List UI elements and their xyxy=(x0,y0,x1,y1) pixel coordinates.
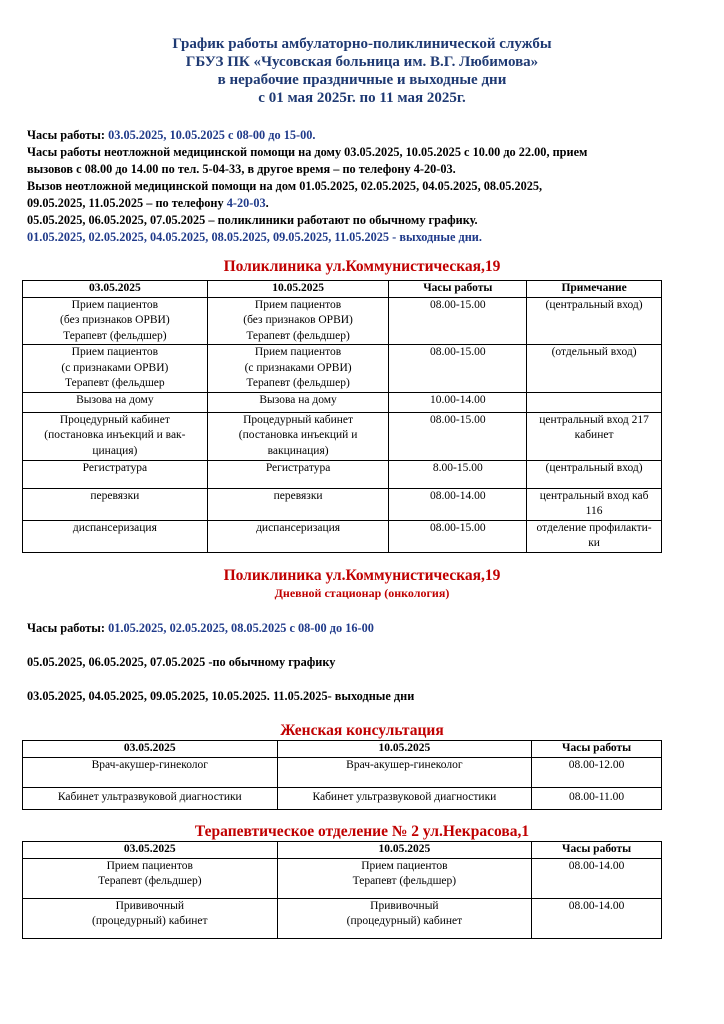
table-row xyxy=(23,787,662,809)
cell-line: диспансеризация xyxy=(256,521,341,534)
cell-line: кабинет xyxy=(574,429,614,441)
cell-line: (постановка инъекций и xyxy=(238,429,358,441)
cell-note xyxy=(527,520,662,552)
cell-line: вакцинация) xyxy=(267,444,329,457)
table-row xyxy=(23,488,662,520)
info-line-3: вызовов с 08.00 до 14.00 по тел. 5-04-33, в другое время – по телефону 4-20-03. xyxy=(27,162,456,176)
cell-10-05 xyxy=(277,898,532,938)
header-line-3: в нерабочие праздничные и выходные дни xyxy=(217,72,507,88)
cell-line: Терапевт (фельдшер) xyxy=(352,875,457,887)
cell-03-05: Кабинет ультразвуковой диагностики xyxy=(23,787,278,809)
cell-10-05: Врач-акушер-гинеколог xyxy=(277,757,532,787)
cell-line: Прививочный xyxy=(115,899,184,912)
cell-hours: 10.00-14.00 xyxy=(389,392,527,412)
cell-line: Терапевт (фельдшер) xyxy=(98,875,202,887)
cell-note xyxy=(527,488,662,520)
cell-03-05 xyxy=(23,520,208,552)
cell-03-05 xyxy=(23,297,208,345)
cell-10-05 xyxy=(207,412,389,460)
table-row xyxy=(23,520,662,552)
table-row xyxy=(23,460,662,488)
cell-note xyxy=(527,412,662,460)
cell-line: Терапевт (фельдшер xyxy=(65,377,165,389)
cell-line: (с признаками ОРВИ) xyxy=(61,361,169,374)
cell-line: (постановка инъекций и вак- xyxy=(44,429,186,441)
cell-line: Регистратура xyxy=(265,461,331,474)
column-header: 10.05.2025 xyxy=(277,741,532,758)
info-line-5-phone: 4-20-03 xyxy=(226,196,266,210)
cell-line: Прием пациентов xyxy=(361,859,448,872)
section2-hours xyxy=(27,620,707,638)
table-row xyxy=(23,898,662,938)
cell-line: Процедурный кабинет xyxy=(59,413,170,426)
cell-line: Вызова на дому xyxy=(259,393,337,406)
column-header: Часы работы xyxy=(389,281,527,298)
table-header-row xyxy=(23,842,662,859)
cell-hours: 08.00-12.00 xyxy=(532,757,662,787)
cell-line: (отдельный вход) xyxy=(551,346,637,358)
cell-03-05 xyxy=(23,858,278,898)
cell-10-05 xyxy=(207,392,389,412)
section4-title: Терапевтическое отделение № 2 ул.Некрасова,1 xyxy=(194,823,530,840)
cell-03-05: Врач-акушер-гинеколог xyxy=(23,757,278,787)
column-header: Часы работы xyxy=(532,741,662,758)
cell-10-05 xyxy=(207,460,389,488)
table-header-row xyxy=(23,741,662,758)
cell-line: Терапевт (фельдшер) xyxy=(246,329,350,342)
cell-line: 116 xyxy=(585,505,603,517)
info-line-4: Вызов неотложной медицинской помощи на дом 01.05.2025, 02.05.2025, 04.05.2025, 08.05.2025, xyxy=(27,179,543,193)
section2-subtitle: Дневной стационар (онкология) xyxy=(274,586,450,600)
cell-note xyxy=(527,392,662,412)
cell-line: Прием пациентов xyxy=(254,346,342,358)
section2-title: Поликлиника ул.Коммунистическая,19 xyxy=(223,567,501,584)
cell-line: Регистратура xyxy=(82,461,148,474)
info-line-5-end: . xyxy=(265,196,269,210)
cell-03-05 xyxy=(23,345,208,393)
table-row xyxy=(23,297,662,345)
column-header: 10.05.2025 xyxy=(277,842,532,859)
info-hours xyxy=(27,127,707,145)
cell-line: Прием пациентов xyxy=(71,346,159,358)
cell-line: Процедурный кабинет xyxy=(243,413,354,426)
column-header: Часы работы xyxy=(532,842,662,859)
column-header: 03.05.2025 xyxy=(23,281,208,298)
cell-line: (процедурный) кабинет xyxy=(92,915,208,927)
cell-hours: 8.00-15.00 xyxy=(389,460,527,488)
cell-line: ки xyxy=(588,537,600,549)
column-header: 03.05.2025 xyxy=(23,842,278,859)
section3-title: Женская консультация xyxy=(280,722,444,739)
cell-hours: 08.00-15.00 xyxy=(389,520,527,552)
cell-line: Прием пациентов xyxy=(71,298,159,311)
table-header-row xyxy=(23,281,662,298)
cell-line: (без признаков ОРВИ) xyxy=(243,314,353,326)
cell-03-05 xyxy=(23,460,208,488)
cell-line: цинация) xyxy=(92,444,138,457)
cell-03-05 xyxy=(23,898,278,938)
cell-line: центральный вход 217 xyxy=(539,413,649,426)
table-row xyxy=(23,757,662,787)
cell-line: (процедурный) кабинет xyxy=(346,915,463,927)
cell-hours: 08.00-11.00 xyxy=(532,787,662,809)
info-line-5-text: 09.05.2025, 11.05.2025 – по телефону xyxy=(27,196,227,210)
cell-hours: 08.00-14.00 xyxy=(532,858,662,898)
header-line-1: График работы амбулаторно-поликлинической службы xyxy=(172,36,552,52)
info-line-5 xyxy=(27,195,707,213)
section4-table xyxy=(22,841,662,939)
cell-line: Терапевт (фельдшер) xyxy=(63,329,167,342)
header-line-2: ГБУЗ ПК «Чусовская больница им. В.Г. Любимова» xyxy=(185,54,539,70)
cell-10-05 xyxy=(277,858,532,898)
cell-hours: 08.00-15.00 xyxy=(389,297,527,345)
table-row xyxy=(23,412,662,460)
section1-table xyxy=(22,280,662,553)
cell-10-05 xyxy=(207,488,389,520)
cell-10-05 xyxy=(207,345,389,393)
section2-hours-value: 01.05.2025, 02.05.2025, 08.05.2025 с 08-00 до 16-00 xyxy=(108,621,374,635)
section2-regular: 05.05.2025, 06.05.2025, 07.05.2025 -по обычному графику xyxy=(27,655,336,669)
info-hours-label: Часы работы: xyxy=(27,128,109,142)
cell-line: отделение профилакти- xyxy=(536,521,652,534)
header-line-4: с 01 мая 2025г. по 11 мая 2025г. xyxy=(258,90,466,106)
section1-title: Поликлиника ул.Коммунистическая,19 xyxy=(223,258,501,275)
cell-note xyxy=(527,297,662,345)
cell-line: перевязки xyxy=(273,489,323,502)
info-line-7: 01.05.2025, 02.05.2025, 04.05.2025, 08.05.2025, 09.05.2025, 11.05.2025 - выходные дни. xyxy=(27,230,482,244)
section3-table xyxy=(22,740,662,810)
table-row xyxy=(23,858,662,898)
cell-10-05: Кабинет ультразвуковой диагностики xyxy=(277,787,532,809)
cell-line: (центральный вход) xyxy=(545,461,643,474)
info-line-6: 05.05.2025, 06.05.2025, 07.05.2025 – поликлиники работают по обычному графику. xyxy=(27,213,478,227)
cell-note xyxy=(527,460,662,488)
info-hours-value: 03.05.2025, 10.05.2025 с 08-00 до 15-00. xyxy=(108,128,316,142)
table-row xyxy=(23,392,662,412)
cell-hours: 08.00-15.00 xyxy=(389,345,527,393)
cell-hours: 08.00-14.00 xyxy=(389,488,527,520)
cell-line: (центральный вход) xyxy=(545,298,643,311)
cell-10-05 xyxy=(207,297,389,345)
cell-03-05 xyxy=(23,488,208,520)
cell-note xyxy=(527,345,662,393)
cell-line: диспансеризация xyxy=(72,521,157,534)
cell-03-05 xyxy=(23,412,208,460)
cell-line: Прививочный xyxy=(370,899,439,912)
cell-line: перевязки xyxy=(90,489,140,502)
cell-line: центральный вход каб xyxy=(539,489,649,502)
table-row xyxy=(23,345,662,393)
cell-line: Прием пациентов xyxy=(254,298,342,311)
cell-line: Терапевт (фельдшер) xyxy=(246,377,350,389)
column-header: 03.05.2025 xyxy=(23,741,278,758)
section2-weekends: 03.05.2025, 04.05.2025, 09.05.2025, 10.05.2025. 11.05.2025- выходные дни xyxy=(27,689,415,703)
info-line-2: Часы работы неотложной медицинской помощи на дому 03.05.2025, 10.05.2025 с 10.00 до 22.00, прием xyxy=(27,145,588,159)
cell-line: Прием пациентов xyxy=(106,859,193,872)
cell-10-05 xyxy=(207,520,389,552)
cell-line: Вызова на дому xyxy=(76,393,154,406)
cell-hours: 08.00-15.00 xyxy=(389,412,527,460)
section2-hours-label: Часы работы: xyxy=(27,621,109,635)
column-header: Примечание xyxy=(527,281,662,298)
cell-hours: 08.00-14.00 xyxy=(532,898,662,938)
cell-line: (без признаков ОРВИ) xyxy=(60,314,170,326)
column-header: 10.05.2025 xyxy=(207,281,389,298)
cell-03-05 xyxy=(23,392,208,412)
cell-line: (с признаками ОРВИ) xyxy=(244,361,352,374)
